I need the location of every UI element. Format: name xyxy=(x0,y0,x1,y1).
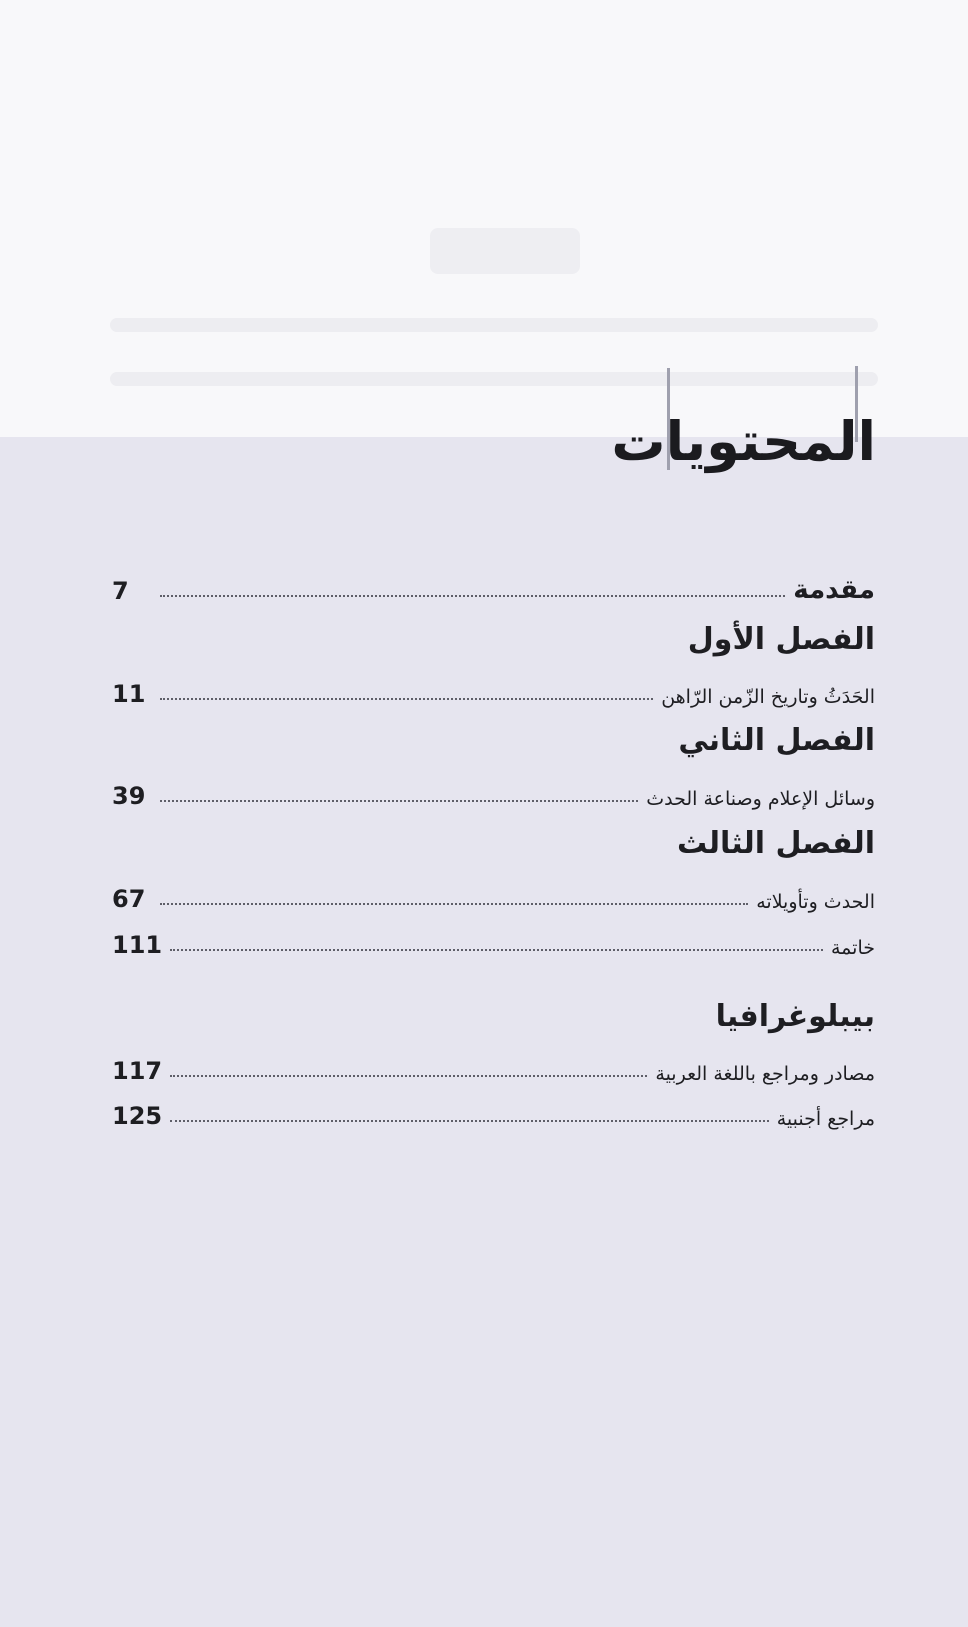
toc-entry[interactable] xyxy=(112,919,875,959)
page-top-area xyxy=(0,0,968,437)
page-number: 7 xyxy=(112,577,129,605)
toc-entry[interactable] xyxy=(112,873,875,913)
toc-entry-label: مراجع أجنبية xyxy=(776,1108,875,1130)
chapter-heading-3: الفصل الثالث xyxy=(676,826,875,861)
page-number: 11 xyxy=(112,680,146,708)
page-number: 111 xyxy=(112,931,163,959)
chapter-heading-2: الفصل الثاني xyxy=(678,723,875,758)
toc-entry-label: الحدث وتأويلاته xyxy=(756,891,875,913)
bibliography-heading: بيبلوغرافيا xyxy=(715,999,875,1034)
leader-dots xyxy=(170,1120,769,1122)
page-number: 67 xyxy=(112,885,146,913)
leader-dots xyxy=(160,903,748,905)
toc-entry[interactable] xyxy=(112,668,875,708)
toc-entry[interactable] xyxy=(112,770,875,810)
toc-entry-label: مصادر ومراجع باللغة العربية xyxy=(655,1063,875,1085)
page-number: 125 xyxy=(112,1102,163,1130)
page-number: 117 xyxy=(112,1057,163,1085)
bleed-through-line xyxy=(110,372,878,386)
leader-dots xyxy=(170,1075,647,1077)
leader-dots xyxy=(160,800,638,802)
toc-entry-intro[interactable] xyxy=(112,565,875,605)
page-number: 39 xyxy=(112,782,146,810)
leader-dots xyxy=(160,698,653,700)
leader-dots xyxy=(160,595,785,597)
contents-title: المحتويات xyxy=(611,410,876,473)
toc-entry[interactable] xyxy=(112,1045,875,1085)
chapter-heading-1: الفصل الأول xyxy=(687,622,875,657)
bleed-through-line xyxy=(110,318,878,332)
leader-dots xyxy=(170,949,823,951)
toc-entry-label: وسائل الإعلام وصناعة الحدث xyxy=(646,788,875,810)
toc-entry[interactable] xyxy=(112,1090,875,1130)
toc-entry-label: خاتمة xyxy=(831,937,875,959)
toc-entry-label: الحَدَثُ وتاريخ الزّمن الرّاهن xyxy=(661,686,875,708)
toc-entry-label: مقدمة xyxy=(793,575,875,605)
bleed-through-heading xyxy=(430,228,580,274)
